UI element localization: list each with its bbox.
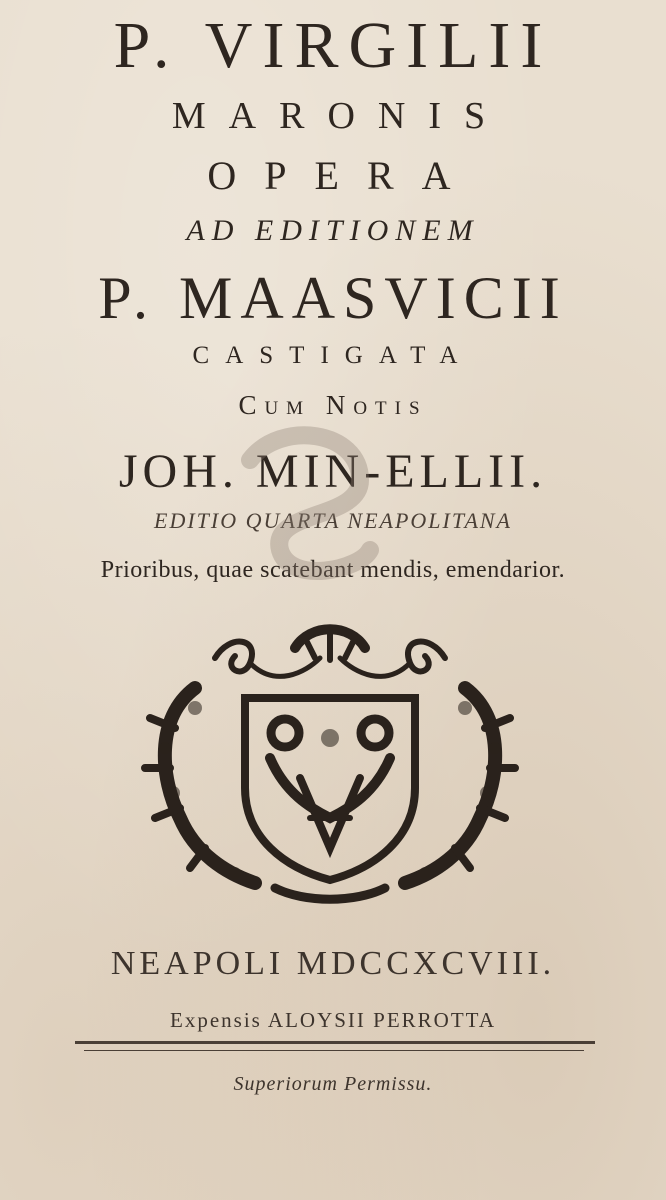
editor-line: P. MAASVICII: [98, 265, 568, 331]
commentator-line: JOH. MIN-ELLII.: [118, 445, 548, 498]
cum-notis-line: Cum Notis: [238, 390, 428, 420]
author-line: P. VIRGILII: [113, 9, 553, 82]
emendation-statement: Prioribus, quae scatebant mendis, emendarior.: [100, 557, 566, 583]
permission-line: Superiorum Permissu.: [233, 1073, 433, 1095]
imprint-rule-thick: [75, 1041, 595, 1044]
imprint-place-date: NEAPOLI MDCCXCVIII.: [110, 945, 556, 982]
author-cognomen-line: MARONIS: [171, 95, 509, 137]
edition-basis-line: AD EDITIONEM: [186, 214, 480, 247]
castigata-line: CASTIGATA: [192, 342, 474, 369]
imprint-publisher: Expensis ALOYSII PERROTTA: [170, 1008, 496, 1032]
work-title-line: OPERA: [207, 153, 479, 198]
edition-statement: EDITIO QUARTA NEAPOLITANA: [154, 508, 512, 533]
printers-ornament-icon: [135, 618, 525, 908]
imprint-rule-thin: [84, 1050, 584, 1051]
